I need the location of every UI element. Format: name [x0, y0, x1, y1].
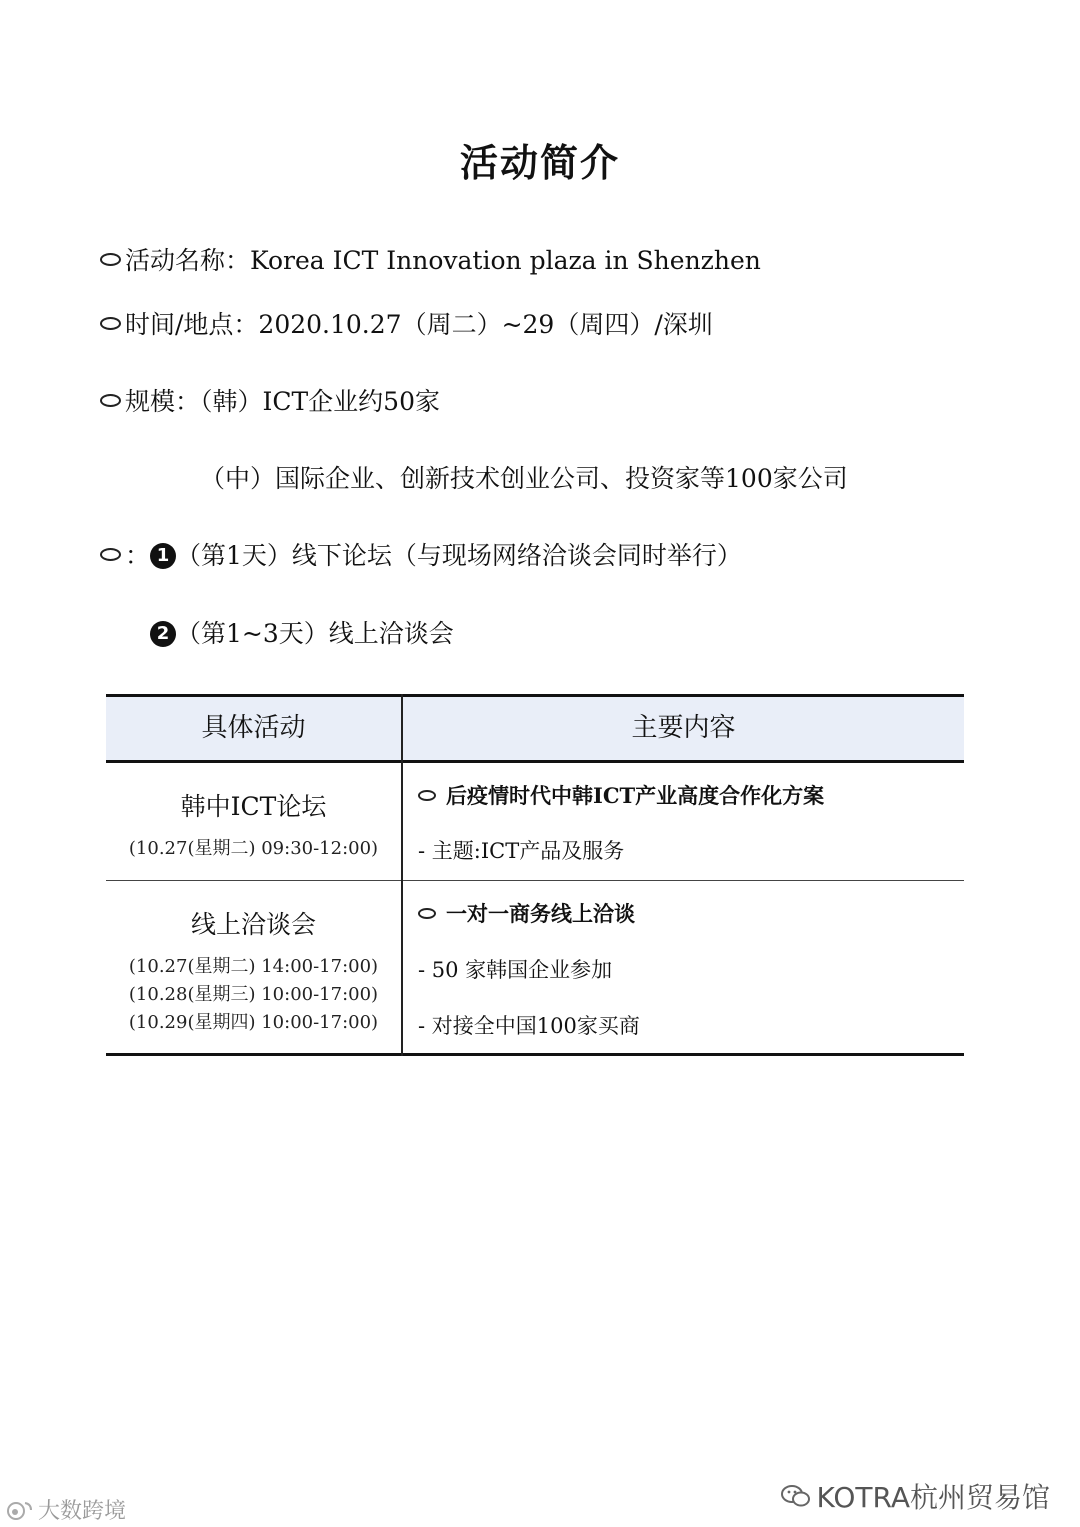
- table-bottom-rule: [106, 1053, 964, 1056]
- table-row: [106, 792, 401, 863]
- oval-bullet-icon: [100, 394, 121, 407]
- activity-time: (10.29(星期四) 10:00-17:00): [128, 1012, 379, 1033]
- content-item: - 主题:ICT产品及服务: [418, 839, 625, 863]
- page-title: 活动简介: [459, 141, 620, 185]
- activity-time: (10.28(星期三) 10:00-17:00): [128, 984, 379, 1005]
- activity-time: (10.27(星期二) 14:00-17:00): [128, 956, 379, 977]
- table-header-rule: [106, 760, 964, 763]
- watermark-right: [781, 1476, 1050, 1516]
- info-item1-text: （第1天）线下论坛（与现场网络洽谈会同时举行）: [176, 541, 742, 570]
- info-scale-kr: 规模：（韩）ICT企业约50家: [125, 387, 440, 416]
- activity-name: 线上洽谈会: [190, 910, 316, 939]
- info-name-line: [100, 246, 761, 276]
- info-item1-prefix: ：: [125, 541, 151, 570]
- header-activity: 具体活动: [201, 713, 306, 743]
- oval-bullet-icon: [100, 253, 121, 266]
- watermark-right-text: KOTRA杭州贸易馆: [816, 1481, 1050, 1514]
- activity-table: [106, 694, 964, 1056]
- content-title-text: 后疫情时代中韩ICT产业高度合作化方案: [446, 783, 825, 808]
- oval-bullet-icon: [100, 548, 121, 561]
- oval-bullet-icon: [418, 908, 436, 919]
- info-scale-line: [100, 387, 440, 417]
- activity-time: (10.27(星期二) 09:30-12:00): [128, 838, 379, 859]
- oval-bullet-icon: [100, 317, 121, 330]
- info-item1-line: [100, 541, 742, 571]
- info-scale-cn: （中）国际企业、创新技术创业公司、投资家等100家公司: [200, 464, 848, 493]
- activity-name: 韩中ICT论坛: [180, 792, 327, 821]
- info-time-place: 时间/地点：2020.10.27（周二）~29（周四）/深圳: [125, 310, 713, 339]
- circled-one-icon: 1: [150, 543, 176, 569]
- content-title-text: 一对一商务线上洽谈: [446, 901, 635, 926]
- header-content: 主要内容: [631, 713, 736, 743]
- content-title: [418, 898, 635, 928]
- content-title: [418, 780, 824, 810]
- weibo-icon: [6, 1500, 34, 1520]
- info-item2-text: （第1~3天）线上洽谈会: [176, 619, 454, 648]
- circled-two-icon: 2: [150, 621, 176, 647]
- content-item: - 50 家韩国企业参加: [418, 958, 613, 982]
- content-item: - 对接全中国100家买商: [418, 1014, 640, 1038]
- oval-bullet-icon: [418, 790, 436, 801]
- watermark-left: [6, 1494, 126, 1525]
- info-name: 活动名称：Korea ICT Innovation plaza in Shenzhen: [125, 246, 761, 275]
- table-row-divider: [106, 880, 964, 881]
- info-time-line: [100, 310, 713, 340]
- wechat-icon: [781, 1484, 811, 1508]
- table-row: [106, 910, 401, 1037]
- watermark-left-text: 大数跨境: [38, 1499, 127, 1524]
- info-item2-line: [150, 619, 454, 649]
